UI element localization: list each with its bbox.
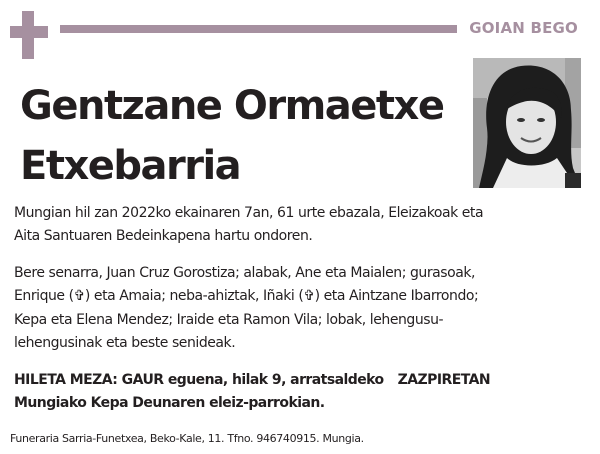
family-list xyxy=(14,262,589,355)
death-notice-line: Mungian hil zan 2022ko ekainaren 7an, 61 urte ebazala, Eleizakoak eta xyxy=(14,205,484,221)
funeral-text: HILETA MEZA: GAUR eguena, hilak 9, arratsaldeko xyxy=(14,372,384,388)
family-line: Bere senarra, Juan Cruz Gorostiza; alabak, Ane eta Maialen; gurasoak, xyxy=(14,265,476,281)
funeral-home-footer: Funeraria Sarria-Funetxea, Beko-Kale, 11. Tfno. 946740915. Mungia. xyxy=(10,432,364,445)
family-text: Enrique ( xyxy=(14,288,74,305)
family-line xyxy=(14,285,589,308)
cross-icon xyxy=(10,11,48,59)
funeral-info xyxy=(14,369,589,416)
family-text: ) eta Amaia; neba-ahiztak, Iñaki ( xyxy=(84,288,304,305)
deceased-name xyxy=(20,76,460,196)
portrait-photo xyxy=(473,58,581,188)
family-line: lehengusinak eta beste senideak. xyxy=(14,334,236,351)
deceased-name-line2: Etxebarria xyxy=(20,143,241,189)
death-notice xyxy=(14,202,589,249)
death-notice-line: Aita Santuaren Bedeinkapena hartu ondoren. xyxy=(14,228,313,245)
deceased-name-line1: Gentzane Ormaetxe xyxy=(20,83,444,129)
cross-icon: ✞ xyxy=(73,288,85,305)
family-text: ) eta Aintzane Ibarrondo; xyxy=(314,288,479,305)
header-divider xyxy=(60,25,457,33)
family-line: Kepa eta Elena Mendez; Iraide eta Ramon Vila; lobak, lehengusu- xyxy=(14,311,444,328)
header-label: GOIAN BEGO xyxy=(469,19,578,37)
funeral-line xyxy=(14,369,589,392)
funeral-time: ZAZPIRETAN xyxy=(397,372,491,388)
funeral-line: Mungiako Kepa Deunaren eleiz-parrokian. xyxy=(14,395,325,412)
cross-icon: ✞ xyxy=(303,288,315,305)
